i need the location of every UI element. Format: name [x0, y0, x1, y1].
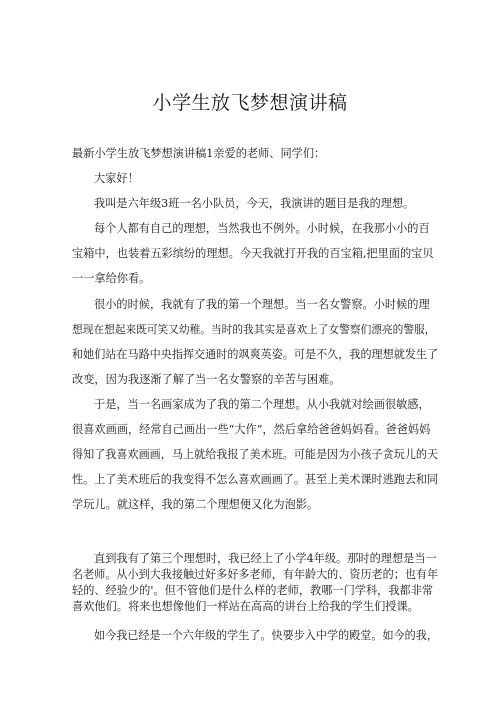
text-line: 改变，因为我逐渐了解了当一名女警察的辛苦与困难。 [72, 373, 341, 386]
text-line: 很喜欢画画，经常自己画出一些“大作”，然后拿给爸爸妈妈看。爸爸妈妈 [72, 423, 431, 436]
text-line: 和她们站在马路中央指挥交通时的飒爽英姿。可是不久，我的理想就发生了 [72, 348, 439, 361]
text-line: 宝箱中，也装着五彩缤纷的理想。今天我就打开我的百宝箱,把里面的宝贝 [72, 247, 434, 260]
text-line: 每个人都有自己的理想，当然我也不例外。小时候，在我那小小的百 [94, 222, 430, 235]
text-line: 得知了我喜欢画画，马上就给我报了美术班。可能是因为小孩子贪玩儿的天 [72, 448, 439, 461]
text-line: 学玩儿。就这样，我的第二个理想便又化为泡影。 [72, 498, 319, 511]
text-line: 大家好！ [94, 172, 139, 185]
text-line: 于是，当一名画家成为了我的第二个理想。从小我就对绘画很敏感， [94, 398, 430, 411]
paragraph-now [72, 623, 438, 648]
text-line: 最新小学生放飞梦想演讲稿1亲爱的老师、同学们： [72, 147, 326, 160]
text-line: 名老师。从小到大我接触过好多好多老师，有年龄大的、资历老的；也有年 [72, 568, 439, 581]
text-line: 轻的、经验少的'。但不管他们是什么样的老师，教哪一门学科，我都非常 [72, 584, 434, 597]
text-line: 如今我已经是一个六年级的学生了。快要步入中学的殿堂。如今的我， [94, 629, 438, 642]
paragraph-salutation [72, 141, 438, 166]
text-line: 我叫是六年级3班一名小队员，今天，我演讲的题目是我的理想。 [94, 197, 415, 210]
paragraph-treasure-box [72, 216, 438, 291]
document-title: 小学生放飞梦想演讲稿 [152, 92, 348, 114]
text-line: 性。上了美术班后的我变得不怎么喜欢画画了。甚至上美术课时逃跑去和同 [72, 473, 439, 486]
text-line: 一一拿给你看。 [72, 272, 151, 285]
text-line: 很小的时候，我就有了我的第一个理想。当一名女警察。小时候的理 [94, 298, 430, 311]
paragraph-greeting [72, 166, 438, 191]
text-line: 直到我有了第三个理想时，我已经上了小学4年级。那时的理想是当一 [94, 552, 437, 565]
paragraph-intro [72, 191, 438, 216]
text-line: 想现在想起来既可笑又幼稚。当时的我其实是喜欢上了女警察们漂亮的警服， [72, 323, 436, 336]
paragraph-second-dream [72, 392, 438, 517]
text-line: 喜欢他们。将来也想像他们一样站在高高的讲台上给我的学生们授课。 [72, 600, 419, 613]
paragraph-third-dream [72, 551, 438, 615]
paragraph-first-dream [72, 292, 438, 392]
